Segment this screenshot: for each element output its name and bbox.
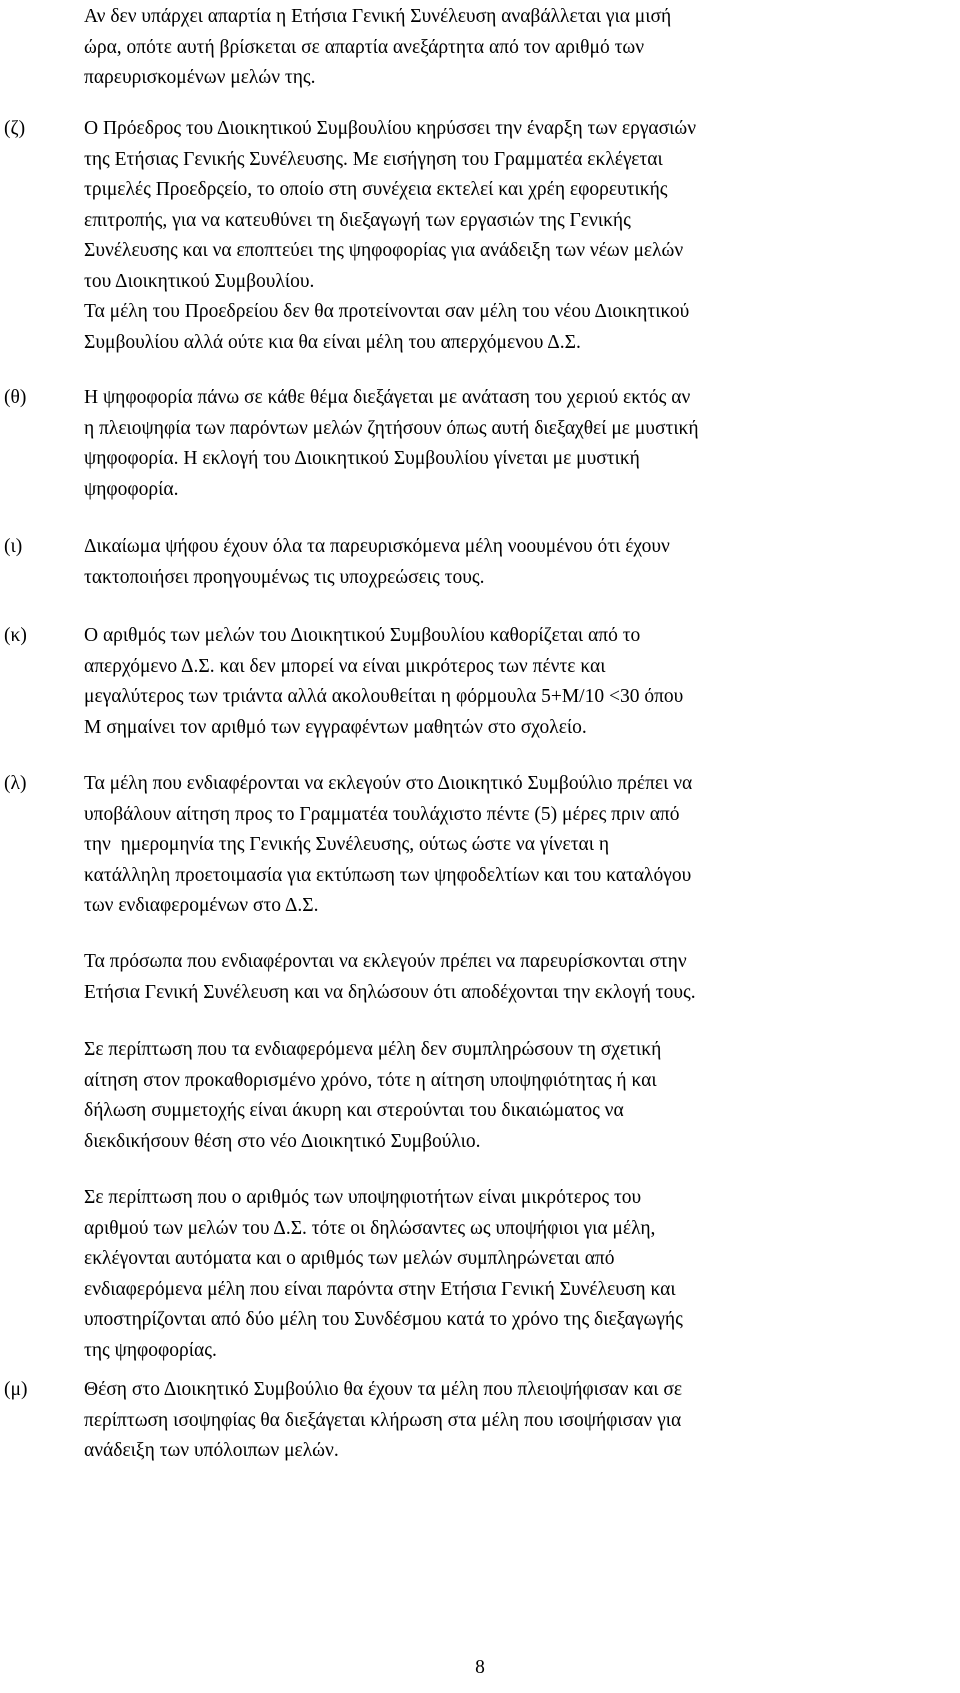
clause-label: (ζ) (4, 118, 26, 139)
paragraph: Αν δεν υπάρχει απαρτία η Ετήσια Γενική Συνέλευση αναβάλλεται για μισή ώρα, οπότε αυτή βρίσκεται σε απαρτία ανεξάρτητα από τον αριθμό των παρευρισκομένων μελών της. (84, 6, 672, 88)
paragraph: Θέση στο Διοικητικό Συμβούλιο θα έχουν τα μέλη που πλειοψήφισαν και σε περίπτωση ισοψηφίας θα διεξάγεται κλήρωση στα μέλη που ισοψήφισαν για ανάδειξη των υπόλοιπων μελών. (84, 1379, 683, 1461)
paragraph: Τα μέλη που ενδιαφέρονται να εκλεγούν στο Διοικητικό Συμβούλιο πρέπει να υποβάλουν αίτηση προς το Γραμματέα τουλάχιστο πέντε (5) μέρες πριν από την ημερομηνία της Γενικής Συνέλευσης, ούτως ώστε να γίνεται η κατάλληλη προετοιμασία για εκτύπωση των ψηφοδελτίων και του καταλόγου των ενδιαφερομένων στο Δ.Σ. (84, 773, 693, 916)
paragraph: Τα πρόσωπα που ενδιαφέρονται να εκλεγούν πρέπει να παρευρίσκονται στην Ετήσια Γενική Συνέλευση και να δηλώσουν ότι αποδέχονται την εκλογή τους. (84, 951, 696, 1003)
paragraph: Ο αριθμός των μελών του Διοικητικού Συμβουλίου καθορίζεται από το απερχόμενο Δ.Σ. και δεν μπορεί να είναι μικρότερος των πέντε και μεγαλύτερος των τριάντα αλλά ακολουθείται η φόρμουλα 5+Μ/10 <30 όπου Μ σημαίνει τον αριθμό των εγγραφέντων μαθητών στο σχολείο. (84, 625, 684, 738)
clause-label: (λ) (4, 773, 27, 794)
paragraph: Ο Πρόεδρος του Διοικητικού Συμβουλίου κηρύσσει την έναρξη των εργασιών της Ετήσιας Γενικής Συνέλευσης. Με εισήγηση του Γραμματέα εκλέγεται τριμελές Προεδρςείο, το οποίο στη συνέχεια εκτελεί και χρέη εφορευτικής επιτροπής, για να κατευθύνει τη διεξαγωγή των εργασιών της Γενικής Συνέλευσης και να εποπτεύει της ψηφοφορίας για ανάδειξη των νέων μελών του Διοικητικού Συμβουλίου. (84, 118, 697, 292)
clause-label: (μ) (4, 1379, 28, 1400)
clause-label: (ι) (4, 536, 23, 557)
clause-label: (θ) (4, 387, 27, 408)
paragraph: Δικαίωμα ψήφου έχουν όλα τα παρευρισκόμενα μέλη νοουμένου ότι έχουν τακτοποιήσει προηγουμένως τις υποχρεώσεις τους. (84, 536, 670, 588)
clause-label: (κ) (4, 625, 27, 646)
paragraph: Σε περίπτωση που τα ενδιαφερόμενα μέλη δεν συμπληρώσουν τη σχετική αίτηση στον προκαθορισμένο χρόνο, τότε η αίτηση υποψηφιότητας ή και δήλωση συμμετοχής είναι άκυρη και στερούνται του δικαιώματος να διεκδικήσουν θέση στο νέο Διοικητικό Συμβούλιο. (84, 1039, 662, 1152)
paragraph: Τα μέλη του Προεδρείου δεν θα προτείνονται σαν μέλη του νέου Διοικητικού Συμβουλίου αλλά ούτε κια θα είναι μέλη του απερχόμενου Δ.Σ. (84, 301, 690, 353)
page-number: 8 (475, 1657, 485, 1678)
paragraph: Η ψηφοφορία πάνω σε κάθε θέμα διεξάγεται με ανάταση του χεριού εκτός αν η πλειοψηφία των παρόντων μελών ζητήσουν όπως αυτή διεξαχθεί με μυστική ψηφοφορία. Η εκλογή του Διοικητικού Συμβουλίου γίνεται με μυστική ψηφοφορία. (84, 387, 699, 500)
paragraph: Σε περίπτωση που ο αριθμός των υποψηφιοτήτων είναι μικρότερος του αριθμού των μελών του Δ.Σ. τότε οι δηλώσαντες ως υποψήφιοι για μέλη, εκλέγονται αυτόματα και ο αριθμός των μελών συμπληρώνεται από ενδιαφερόμενα μέλη που είναι παρόντα στην Ετήσια Γενική Συνέλευση και υποστηρίζονται από δύο μέλη του Συνδέσμου κατά το χρόνο της διεξαγωγής της ψηφοφορίας. (84, 1187, 683, 1361)
